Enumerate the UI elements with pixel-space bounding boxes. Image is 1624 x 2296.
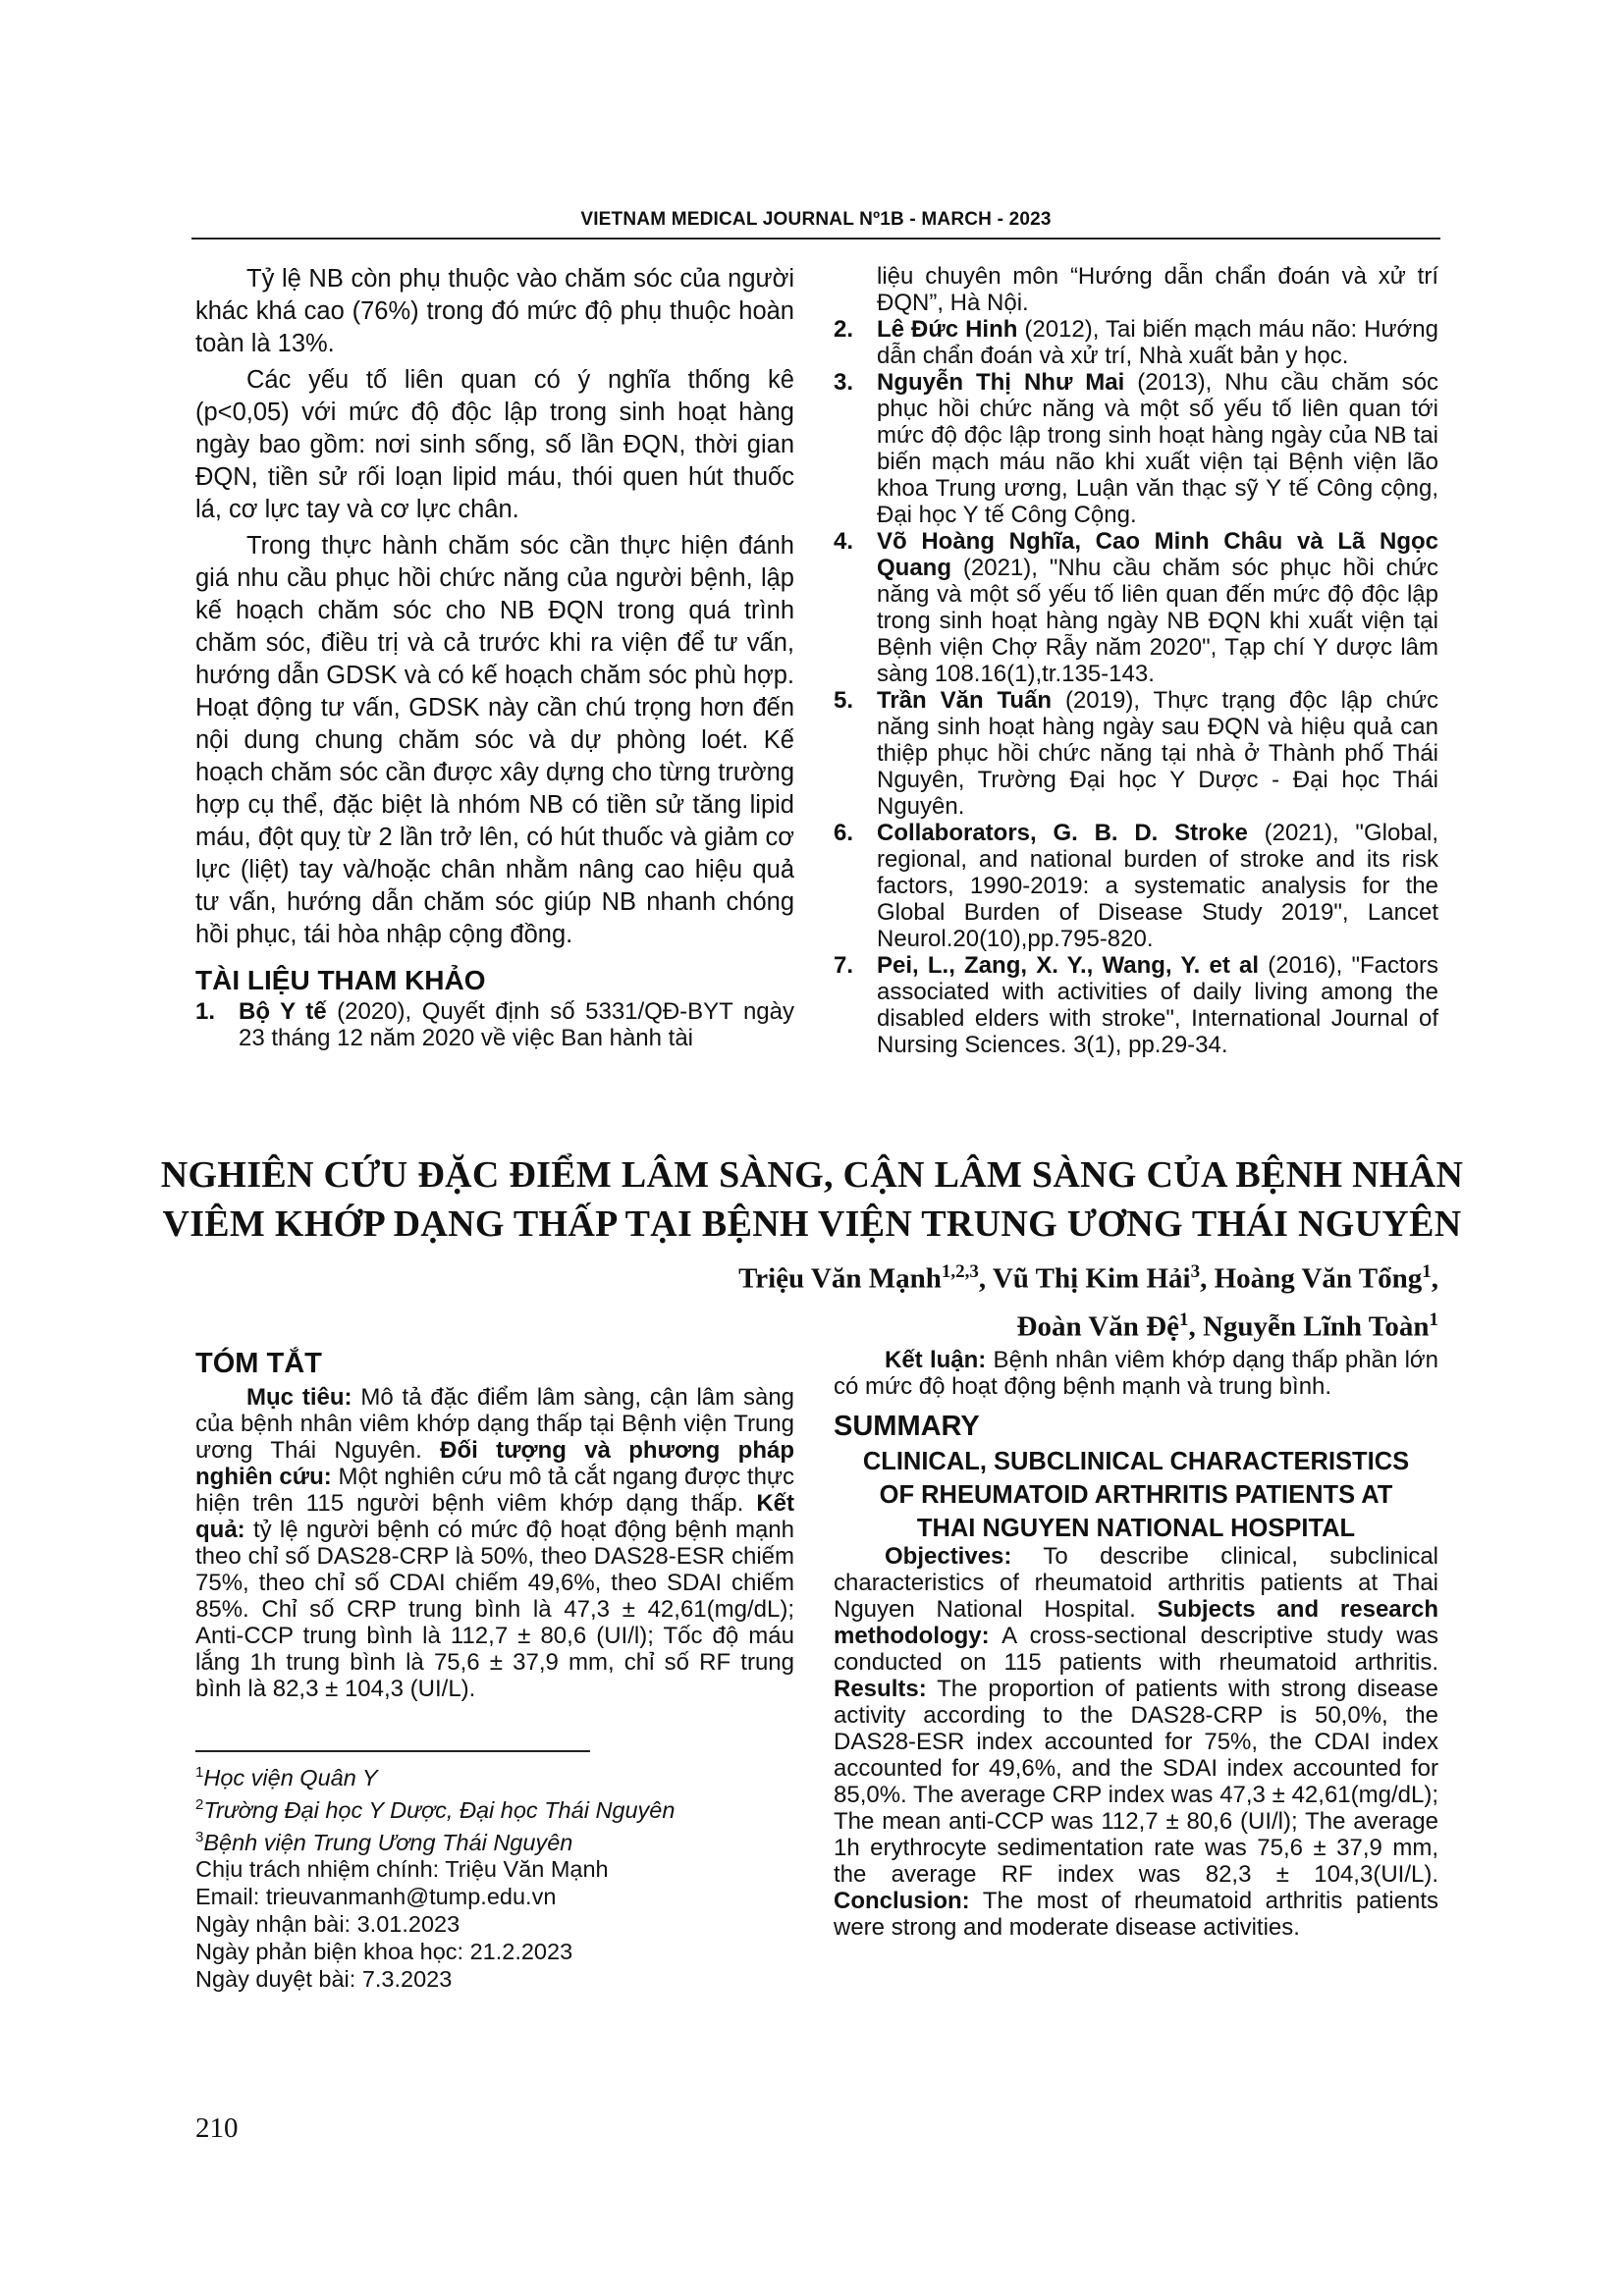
- author-affiliation: 1,2,3: [941, 1261, 979, 1282]
- objectives-label: Objectives:: [885, 1543, 1012, 1570]
- methodology-text: A cross-sectional descriptive study was conducted on 115 patients with rheumatoid arthritis.: [834, 1623, 1438, 1676]
- affiliation-text: Học viện Quân Y: [203, 1764, 378, 1790]
- prev-article-left-column: [195, 263, 794, 1051]
- method-text: Một nghiên cứu mô tả cắt ngang được thực hiện trên 115 người bệnh viêm khớp dạng thấp.: [195, 1464, 794, 1517]
- reference-number: 1.: [195, 998, 216, 1025]
- author-name: Hoàng Văn Tổng: [1214, 1262, 1423, 1295]
- reference-text: (2012), Tai biến mạch máu não: Hướng dẫn chẩn đoán và xử trí, Nhà xuất bản y học.: [877, 316, 1438, 369]
- conclusion-vietnamese: [834, 1347, 1438, 1400]
- prev-article-right-column: [834, 263, 1438, 1058]
- header-rule: [191, 238, 1440, 240]
- conclusion-paragraph-3: Trong thực hành chăm sóc cần thực hiện đánh giá nhu cầu phục hồi chức năng của người bệnh, lập kế hoạch chăm sóc cho NB ĐQN trong quá trình chăm sóc, điều trị và cả trước khi ra viện để tư vấn, hướng dẫn GDSK và có kế hoạch chăm sóc phù hợp. Hoạt động tư vấn, GDSK này cần chú trọng hơn đến nội dung chung chăm sóc và dự phòng loét. Kế hoạch chăm sóc cần được xây dựng cho từng trường hợp cụ thể, đặc biệt là nhóm NB có tiền sử tăng lipid máu, đột quỵ từ 2 lần trở lên, có hút thuốc và giảm cơ lực (liệt) tay và/hoặc chân nhằm nâng cao hiệu quả tư vấn, hướng dẫn chăm sóc giúp NB nhanh chóng hồi phục, tái hòa nhập cộng đồng.: [195, 532, 794, 948]
- methodology-label: Subjects and research methodology:: [834, 1596, 1438, 1649]
- accepted-date: Ngày duyệt bài: 7.3.2023: [195, 1966, 453, 1993]
- footnote-rule: [195, 1750, 590, 1752]
- summary-body: [834, 1543, 1438, 1941]
- affiliation-2: [195, 1791, 794, 1824]
- objectives-text: To describe clinical, subclinical characteristics of rheumatoid arthritis patients at Thai Nguyen National Hospital.: [834, 1543, 1438, 1623]
- reference-text: (2019), Thực trạng độc lập chức năng sinh hoạt hàng ngày sau ĐQN và hiệu quả can thiệp phục hồi chức năng tại nhà ở Thành phố Thái Nguyên, Trường Đại học Y Dược - Đại học Thái Nguyên.: [877, 687, 1438, 820]
- conclusion-paragraph-2: Các yếu tố liên quan có ý nghĩa thống kê (p<0,05) với mức độ độc lập trong sinh hoạt hàng ngày bao gồm: nơi sinh sống, số lần ĐQN, thời gian ĐQN, tiền sử rối loạn lipid máu, thói quen hút thuốc lá, cơ lực tay và cơ lực chân.: [195, 366, 794, 523]
- method-label: Đối tượng và phương pháp nghiên cứu:: [195, 1437, 794, 1490]
- author-list: [491, 1252, 1438, 1347]
- conclusion-paragraph-1: Tỷ lệ NB còn phụ thuộc vào chăm sóc của người khác khá cao (76%) trong đó mức độ phụ thuộc hoàn toàn là 13%.: [195, 265, 794, 357]
- reference-author: Bộ Y tế: [239, 998, 327, 1025]
- author-separator: ,: [1200, 1262, 1215, 1295]
- conclusion-en-label: Conclusion:: [834, 1888, 970, 1914]
- author-separator: ,: [978, 1262, 993, 1295]
- affiliation-text: Trường Đại học Y Dược, Đại học Thái Nguyên: [203, 1796, 676, 1823]
- reference-number: 4.: [834, 528, 854, 555]
- corresponding-author: Chịu trách nhiệm chính: Triệu Văn Mạnh: [195, 1856, 609, 1883]
- reference-number: 2.: [834, 316, 854, 343]
- article-title-line: VIÊM KHỚP DẠNG THẤP TẠI BỆNH VIỆN TRUNG ƯƠNG THÁI NGUYÊN: [162, 1203, 1462, 1245]
- abstract-english: [834, 1347, 1438, 1941]
- reference-text: (2020), Quyết định số 5331/QĐ-BYT ngày 23 tháng 12 năm 2020 về việc Ban hành tài: [239, 998, 795, 1051]
- reference-text: (2013), Nhu cầu chăm sóc phục hồi chức năng và một số yếu tố liên quan tới mức độ độc lập trong sinh hoạt hàng ngày của NB tai biến mạch máu não khi xuất viện tại Bệnh viện lão khoa Trung ương, Luận văn thạc sỹ Y tế Công cộng, Đại học Y tế Công Cộng.: [877, 369, 1438, 528]
- results-label: Results:: [834, 1676, 927, 1702]
- author-line: [491, 1300, 1438, 1348]
- objective-label: Mục tiêu:: [246, 1384, 352, 1411]
- abstract-body: [195, 1384, 794, 1702]
- author-affiliation: 1: [1178, 1308, 1189, 1330]
- received-date: Ngày nhận bài: 3.01.2023: [195, 1911, 460, 1938]
- affiliation-number: 2: [195, 1795, 204, 1813]
- conclusion-en-text: The most of rheumatoid arthritis patients were strong and moderate disease activities.: [834, 1888, 1438, 1941]
- affiliation-number: 3: [195, 1828, 204, 1845]
- summary-heading: SUMMARY: [834, 1411, 980, 1442]
- author-affiliation: 1: [1422, 1261, 1432, 1282]
- reference-author: Võ Hoàng Nghĩa, Cao Minh Châu và Lã Ngọc Quang: [877, 528, 1438, 581]
- abstract-vietnamese: [195, 1347, 794, 1702]
- reference-text: (2016), "Factors associated with activities of daily living among the disabled elders with stroke", International Journal of Nursing Sciences. 3(1), pp.29-34.: [877, 952, 1438, 1058]
- objective-text: Mô tả đặc điểm lâm sàng, cận lâm sàng của bệnh nhân viêm khớp dạng thấp tại Bệnh viện Trung ương Thái Nguyên.: [195, 1384, 795, 1464]
- affiliation-3: [195, 1824, 794, 1856]
- reference-continuation: liệu chuyên môn “Hướng dẫn chẩn đoán và xử trí ĐQN”, Hà Nội.: [877, 263, 1438, 316]
- references-list: [834, 316, 1438, 1058]
- abstract-heading: TÓM TẮT: [195, 1348, 322, 1379]
- affiliation-1: [195, 1759, 794, 1791]
- reference-item: [834, 369, 1438, 528]
- review-date: Ngày phản biện khoa học: 21.2.2023: [195, 1939, 573, 1965]
- reference-number: 3.: [834, 369, 854, 396]
- conclusion-label: Kết luận:: [885, 1347, 987, 1373]
- reference-number: 5.: [834, 687, 854, 714]
- reference-item: [834, 952, 1438, 1058]
- affiliation-number: 1: [195, 1764, 204, 1781]
- affiliation-text: Bệnh viện Trung Ương Thái Nguyên: [203, 1829, 573, 1855]
- author-separator: ,: [1188, 1310, 1203, 1343]
- reference-author: Lê Đức Hinh: [877, 316, 1018, 343]
- article-title-line: NGHIÊN CỨU ĐẶC ĐIỂM LÂM SÀNG, CẬN LÂM SÀNG CỦA BỆNH NHÂN: [160, 1154, 1464, 1196]
- reference-text: (2021), "Nhu cầu chăm sóc phục hồi chức năng và một số yếu tố liên quan đến mức độ độc lập trong sinh hoạt hàng ngày NB ĐQN khi xuất viện tại Bệnh viện Chợ Rẫy năm 2020", Tạp chí Y dược lâm sàng 108.16(1),tr.135-143.: [877, 555, 1438, 687]
- author-name: Nguyễn Lĩnh Toàn: [1202, 1310, 1430, 1343]
- reference-number: 7.: [834, 952, 854, 979]
- reference-author: Pei, L., Zang, X. Y., Wang, Y. et al: [877, 952, 1260, 979]
- reference-item: [834, 316, 1438, 369]
- reference-text: (2021), "Global, regional, and national burden of stroke and its risk factors, 1990-2019: a systematic analysis for the Global Burden of Disease Study 2019", Lancet Neurol.20(10),pp.795-820.: [877, 820, 1438, 952]
- author-name: Vũ Thị Kim Hải: [992, 1262, 1191, 1295]
- result-label: Kết quả:: [195, 1490, 794, 1543]
- english-title-line: THAI NGUYEN NATIONAL HOSPITAL: [916, 1515, 1356, 1542]
- author-affiliation: 3: [1190, 1261, 1201, 1282]
- conclusion-text: Bệnh nhân viêm khớp dạng thấp phần lớn có mức độ hoạt động bệnh mạnh và trung bình.: [834, 1347, 1438, 1400]
- result-text: tỷ lệ người bệnh có mức độ hoạt động bệnh mạnh theo chỉ số DAS28-CRP là 50%, theo DAS28-ESR chiếm 75%, theo chỉ số CDAI chiếm 49,6%, theo SDAI chiếm 85%. Chỉ số CRP trung bình là 47,3 ± 42,61(mg/dL); Anti-CCP trung bình là 112,7 ± 80,6 (UI/l); Tốc độ máu lắng 1h trung bình là 75,6 ± 37,9 mm, chỉ số RF trung bình là 82,3 ± 104,3 (UI/L).: [195, 1517, 794, 1702]
- author-separator: ,: [1431, 1262, 1438, 1295]
- page-number: 210: [195, 2112, 239, 2144]
- author-name: Đoàn Văn Đệ: [1016, 1310, 1179, 1343]
- english-title-line: OF RHEUMATOID ARTHRITIS PATIENTS AT: [879, 1481, 1393, 1509]
- references-heading: TÀI LIỆU THAM KHẢO: [195, 965, 486, 995]
- reference-item: [834, 687, 1438, 820]
- reference-author: Collaborators, G. B. D. Stroke: [877, 820, 1248, 846]
- reference-item: [834, 820, 1438, 952]
- english-title-line: CLINICAL, SUBCLINICAL CHARACTERISTICS: [862, 1448, 1410, 1475]
- author-line: [491, 1252, 1438, 1300]
- reference-item: [195, 998, 794, 1051]
- author-affiliation: 1: [1429, 1308, 1438, 1330]
- author-name: Triệu Văn Mạnh: [738, 1262, 942, 1295]
- article-title: [118, 1150, 1506, 1249]
- footnotes: [195, 1759, 794, 1993]
- reference-item: [834, 528, 1438, 687]
- results-text: The proportion of patients with strong disease activity according to the DAS28-CRP is 50,0%, the DAS28-ESR index accounted for 75%, the CDAI index accounted for 49,6%, and the SDAI index accounted for 85,0%. The average CRP index was 47,3 ± 42,61(mg/dL); The mean anti-CCP was 112,7 ± 80,6 (UI/l); The average 1h erythrocyte sedimentation rate was 75,6 ± 37,9 mm, the average RF index was 82,3 ± 104,3(UI/L).: [834, 1676, 1438, 1888]
- reference-author: Trần Văn Tuấn: [877, 687, 1053, 714]
- email: Email: trieuvanmanh@tump.edu.vn: [195, 1884, 557, 1910]
- running-header: VIETNAM MEDICAL JOURNAL Nº1B - MARCH - 2023: [580, 209, 1052, 230]
- reference-author: Nguyễn Thị Như Mai: [877, 369, 1125, 396]
- reference-number: 6.: [834, 820, 854, 846]
